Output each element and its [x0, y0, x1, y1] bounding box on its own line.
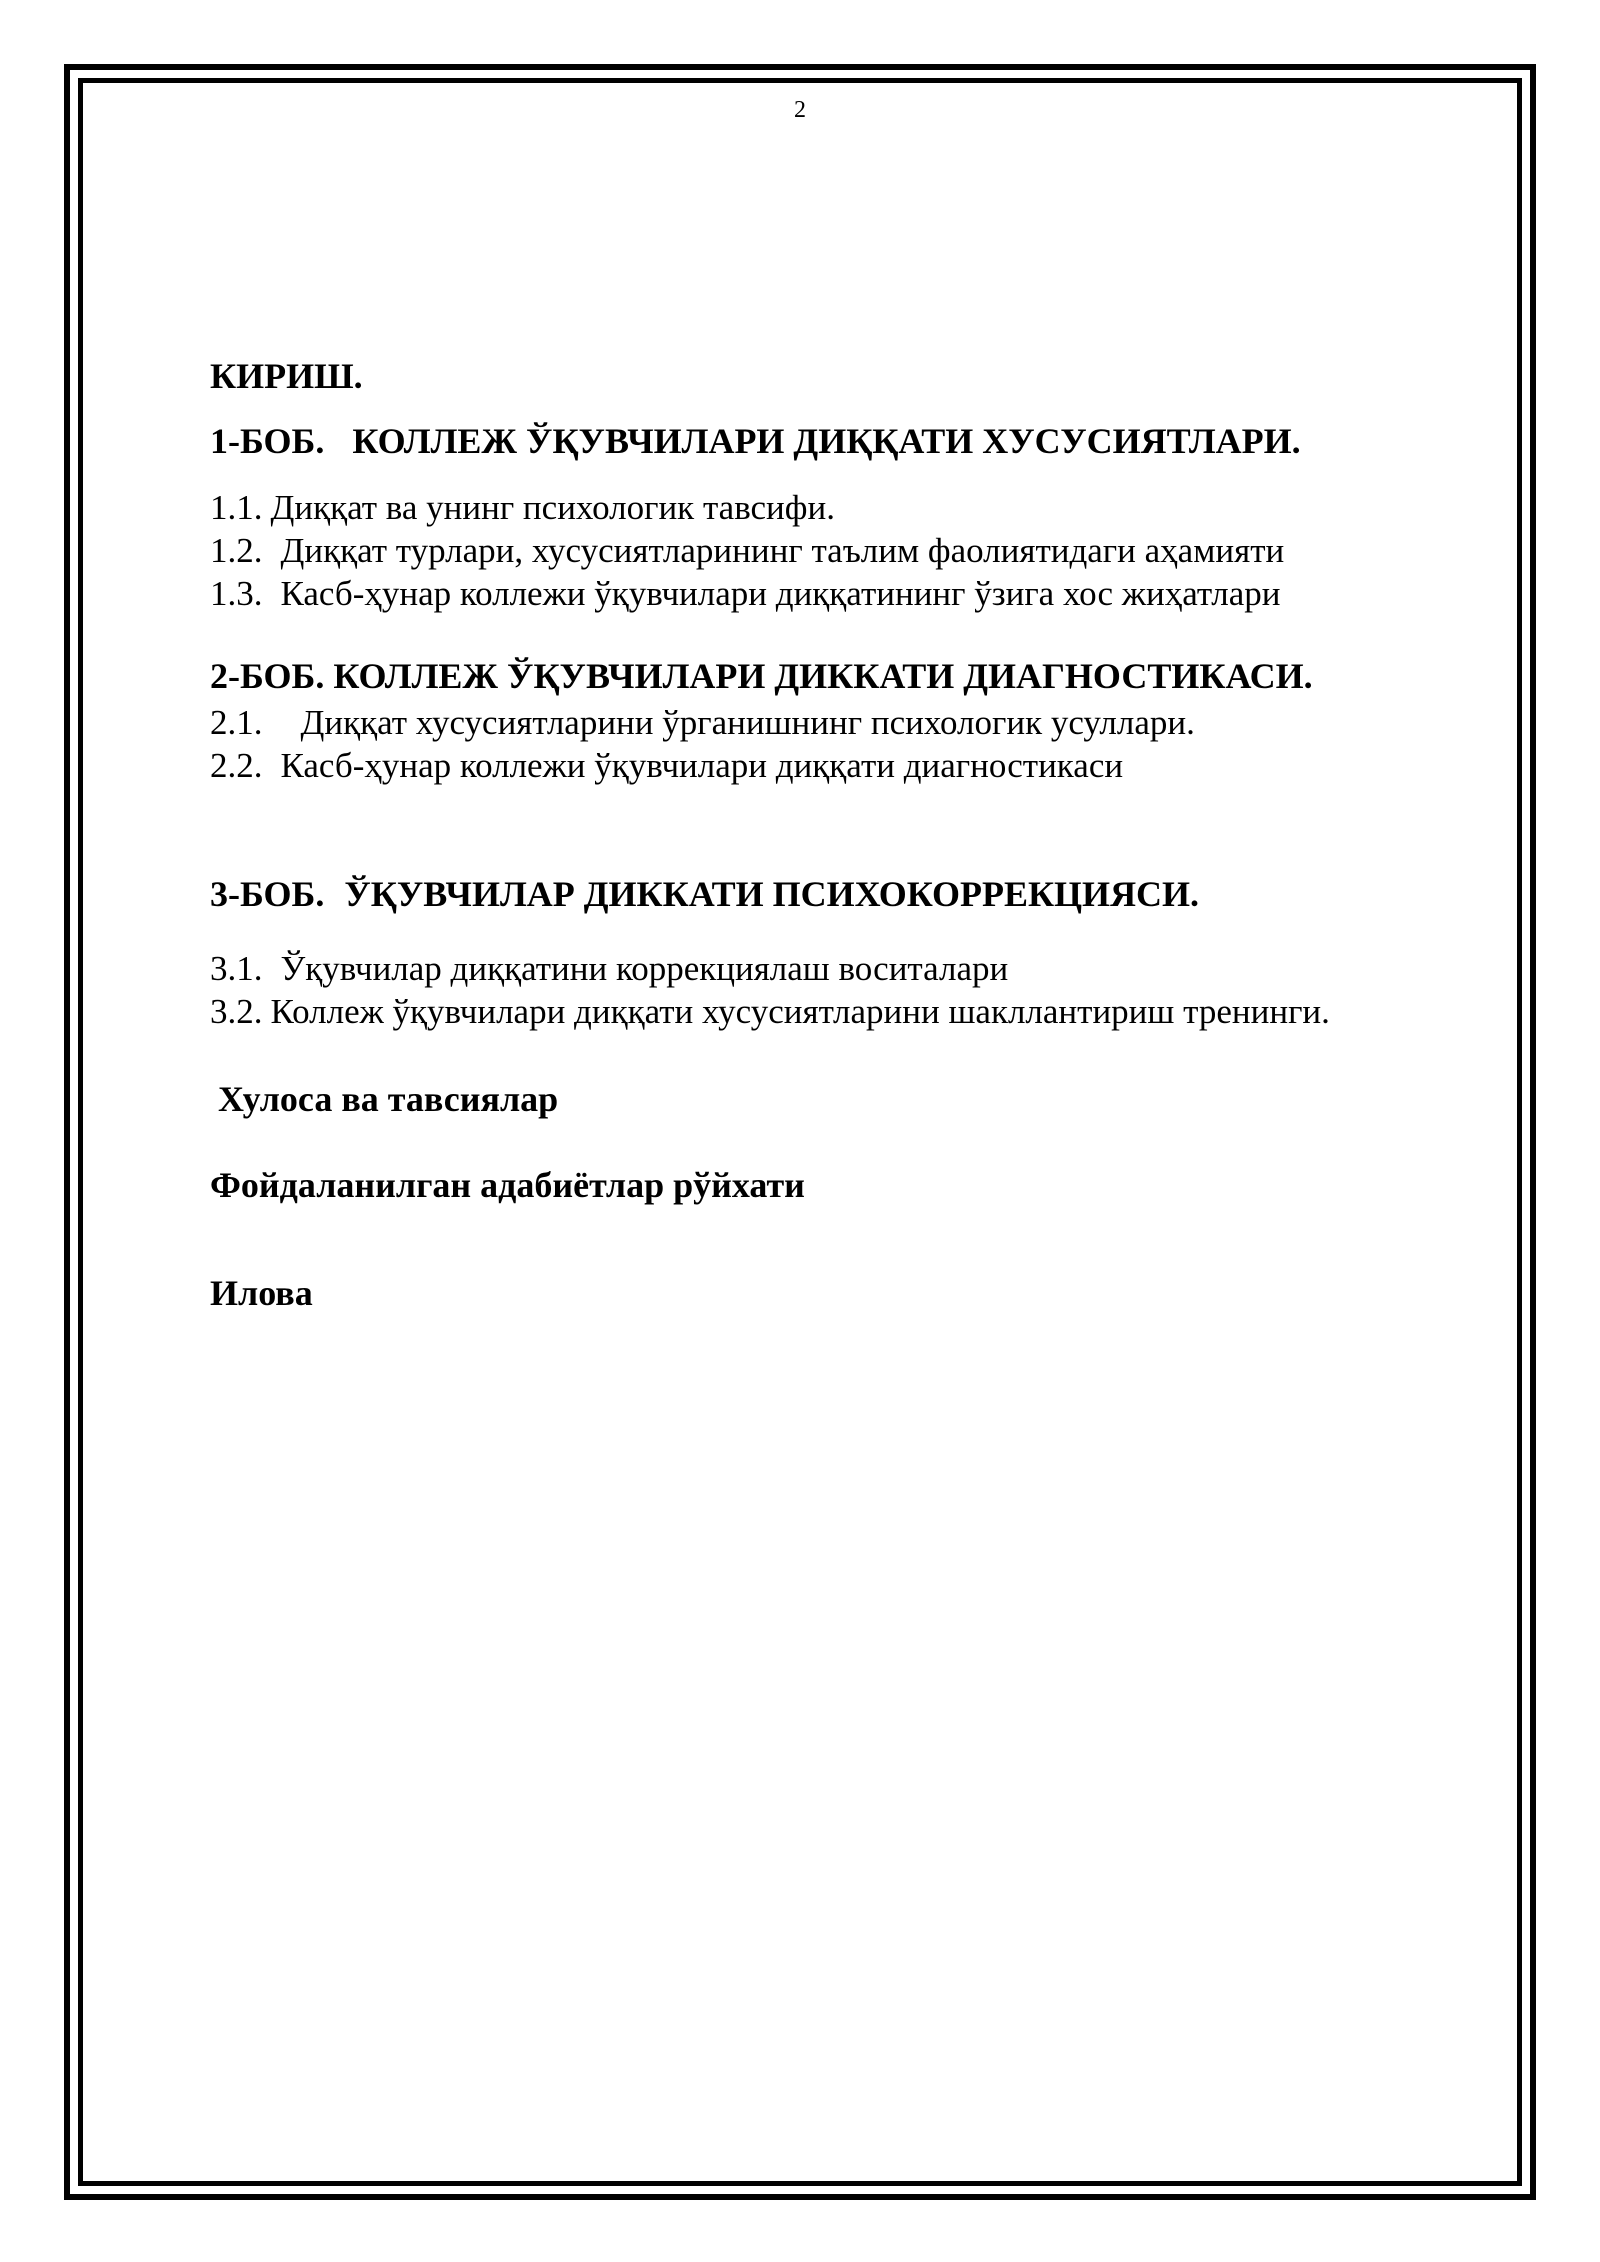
toc-item-1-2 [210, 530, 1284, 572]
toc-item-1-1 [210, 487, 835, 529]
item-title: Диққат турлари, хусусиятларининг таълим фаолиятидаги аҳамияти [280, 531, 1285, 570]
item-number: 1.2. [210, 531, 263, 570]
toc-chapter-3 [210, 873, 1199, 915]
item-title: Ўқувчилар диққатини коррекциялаш воситалари [280, 949, 1009, 988]
toc-chapter-1 [210, 420, 1301, 462]
toc-conclusion: Хулоса ва тавсиялар [218, 1079, 559, 1119]
item-number: 1.3. [210, 574, 263, 613]
chapter-1-title: КОЛЛЕЖ ЎҚУВЧИЛАРИ ДИҚҚАТИ ХУСУСИЯТЛАРИ. [352, 421, 1301, 461]
toc-item-2-1 [210, 702, 1195, 744]
item-number: 3.2. [210, 992, 263, 1031]
toc-item-3-1 [210, 948, 1008, 990]
toc-chapter-2: 2-БОБ. КОЛЛЕЖ ЎҚУВЧИЛАРИ ДИККАТИ ДИАГНОСТИКАСИ. [210, 656, 1313, 696]
item-number: 2.1. [210, 703, 263, 742]
toc-intro: КИРИШ. [210, 356, 363, 396]
item-title: Коллеж ўқувчилари диққати хусусиятларини шакллантириш тренинги. [270, 992, 1330, 1031]
item-title: Диққат хусусиятларини ўрганишнинг психологик усуллари. [300, 703, 1195, 742]
chapter-3-number: 3-БОБ. [210, 874, 325, 914]
item-title: Касб-ҳунар коллежи ўқувчилари диққатининг ўзига хос жиҳатлари [280, 574, 1281, 613]
toc-references: Фойдаланилган адабиётлар рўйхати [210, 1165, 805, 1205]
page-number: 2 [794, 97, 806, 123]
item-number: 2.2. [210, 746, 263, 785]
toc-appendix: Илова [210, 1273, 313, 1313]
toc-item-2-2 [210, 745, 1123, 787]
item-number: 1.1. [210, 488, 263, 527]
item-title: Касб-ҳунар коллежи ўқувчилари диққати диагностикаси [280, 746, 1124, 785]
chapter-1-number: 1-БОБ. [210, 421, 325, 461]
item-title: Диққат ва унинг психологик тавсифи. [270, 488, 835, 527]
toc-item-3-2 [210, 991, 1330, 1033]
chapter-3-title: ЎҚУВЧИЛАР ДИККАТИ ПСИХОКОРРЕКЦИЯСИ. [344, 874, 1200, 914]
item-number: 3.1. [210, 949, 263, 988]
toc-item-1-3 [210, 573, 1280, 615]
